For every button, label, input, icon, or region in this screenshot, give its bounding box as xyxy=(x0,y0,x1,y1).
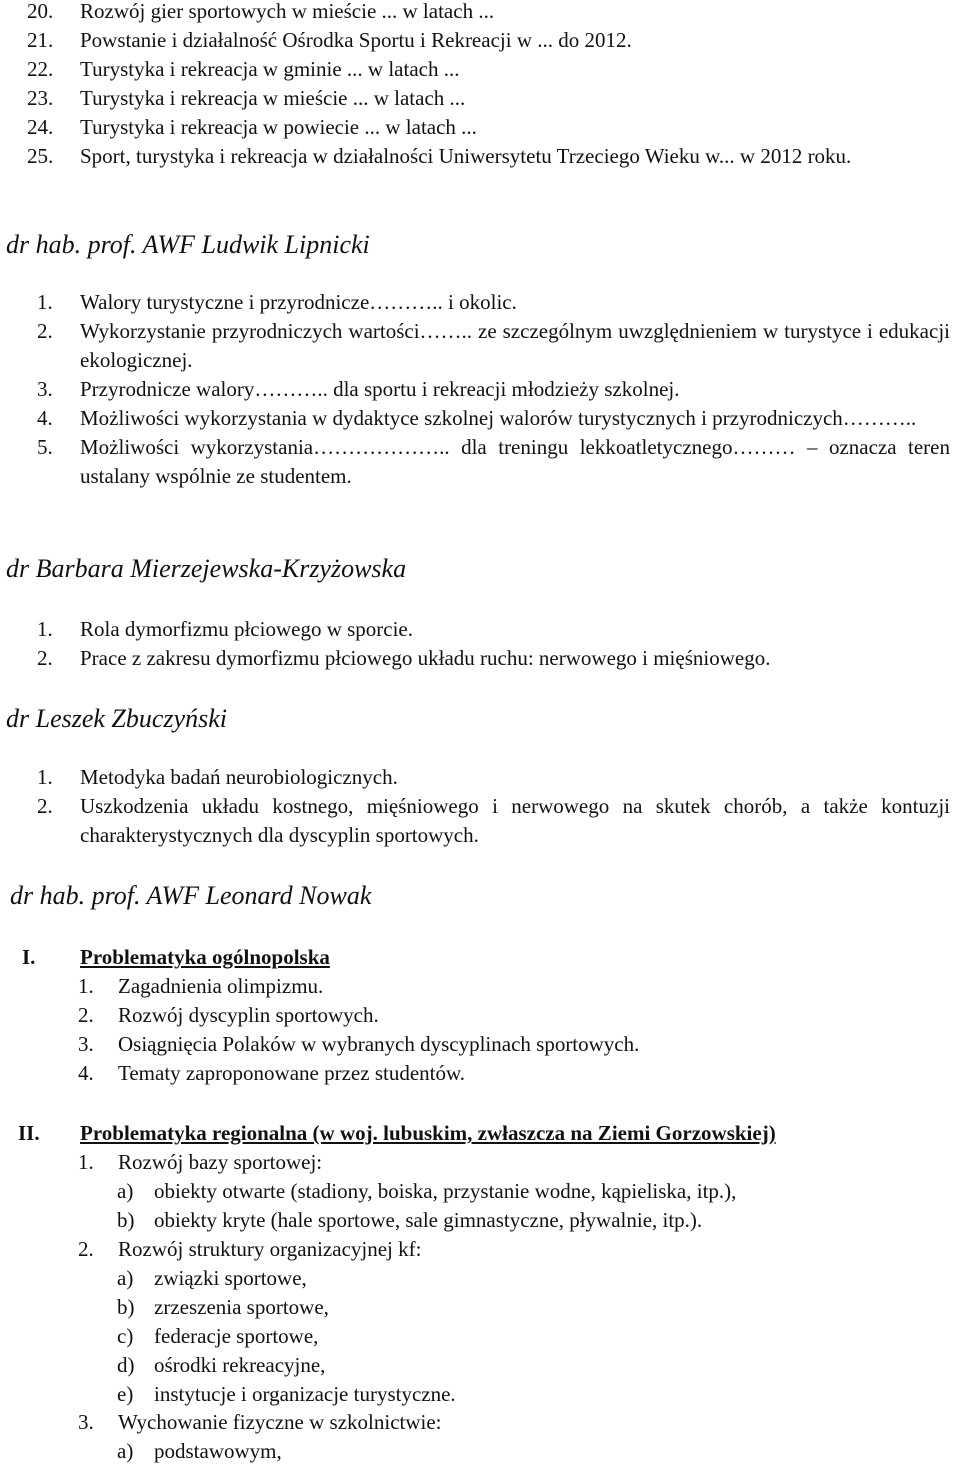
list-item: a) podstawowym, xyxy=(117,1439,282,1463)
list-item: 3. Przyrodnicze walory……….. dla sportu i rekreacji młodzieży szkolnej. xyxy=(37,377,680,401)
supervisor-name: dr Barbara Mierzejewska-Krzyżowska xyxy=(6,554,407,583)
list-item: b) obiekty kryte (hale sportowe, sale gimnastyczne, pływalnie, itp.). xyxy=(117,1208,703,1232)
list-item: 2. Prace z zakresu dymorfizmu płciowego układu ruchu: nerwowego i mięśniowego. xyxy=(37,646,771,670)
list-item: d) ośrodki rekreacyjne, xyxy=(117,1353,326,1377)
list-item: 1. Rozwój bazy sportowej: xyxy=(78,1150,323,1174)
topic-list xyxy=(0,972,950,1088)
list-item: 3. Wychowanie fizyczne w szkolnictwie: xyxy=(78,1410,442,1434)
list-item: b) zrzeszenia sportowe, xyxy=(117,1295,329,1319)
list-item: 4. Możliwości wykorzystania w dydaktyce szkolnej walorów turystycznych i przyrodniczych……….. xyxy=(37,406,917,430)
sub-list xyxy=(0,1437,950,1466)
list-item: e) instytucje i organizacje turystyczne. xyxy=(117,1382,456,1406)
list-item: 2. Rozwój struktury organizacyjnej kf: xyxy=(78,1237,422,1261)
list-item: 22. Turystyka i rekreacja w gminie ... w latach ... xyxy=(27,57,460,81)
sub-list xyxy=(0,1264,950,1409)
list-item: 2. Wykorzystanie przyrodniczych wartości…….. ze szczególnym uwzględnieniem w turystyce i edukacji ekologicznej. xyxy=(37,319,950,372)
topic-list xyxy=(0,763,950,850)
section-number: I. xyxy=(22,945,36,969)
topic-list xyxy=(0,1408,950,1437)
supervisor-name: dr hab. prof. AWF Ludwik Lipnicki xyxy=(6,230,370,259)
list-item: 21. Powstanie i działalność Ośrodka Sportu i Rekreacji w ... do 2012. xyxy=(27,28,632,52)
section-number: II. xyxy=(18,1121,40,1145)
list-item: 20. Rozwój gier sportowych w mieście ... w latach ... xyxy=(27,0,495,23)
topic-list xyxy=(0,1148,950,1177)
supervisor-name: dr Leszek Zbuczyński xyxy=(6,704,227,733)
topic-list-continued xyxy=(0,0,950,171)
list-item: 1. Rola dymorfizmu płciowego w sporcie. xyxy=(37,617,414,641)
section-title: Problematyka regionalna (w woj. lubuskim, zwłaszcza na Ziemi Gorzowskiej) xyxy=(80,1121,776,1145)
list-item: 5. Możliwości wykorzystania……………….. dla treningu lekkoatletycznego……… – oznacza teren ustalany wspólnie ze studentem. xyxy=(37,435,950,488)
list-item: c) federacje sportowe, xyxy=(117,1324,319,1348)
list-item: 2. Rozwój dyscyplin sportowych. xyxy=(78,1003,379,1027)
list-item: 1. Zagadnienia olimpizmu. xyxy=(78,974,324,998)
section-title: Problematyka ogólnopolska xyxy=(80,945,330,969)
list-item: 25. Sport, turystyka i rekreacja w działalności Uniwersytetu Trzeciego Wieku w... w 2012 roku. xyxy=(27,144,852,168)
list-item: 24. Turystyka i rekreacja w powiecie ... w latach ... xyxy=(27,115,477,139)
list-item: 1. Walory turystyczne i przyrodnicze……….. i okolic. xyxy=(37,290,517,314)
supervisor-name: dr hab. prof. AWF Leonard Nowak xyxy=(10,881,372,910)
sub-list xyxy=(0,1177,950,1235)
list-item: 2. Uszkodzenia układu kostnego, mięśniowego i nerwowego na skutek chorób, a także kontuzji charakterystycznych dla dyscyplin sportowych. xyxy=(37,794,950,847)
list-item: a) obiekty otwarte (stadiony, boiska, przystanie wodne, kąpieliska, itp.), xyxy=(117,1179,737,1203)
topic-list xyxy=(0,288,950,491)
topic-list xyxy=(0,615,950,673)
list-item: 3. Osiągnięcia Polaków w wybranych dyscyplinach sportowych. xyxy=(78,1032,640,1056)
topic-list xyxy=(0,1235,950,1264)
list-item: 23. Turystyka i rekreacja w mieście ... w latach ... xyxy=(27,86,466,110)
list-item: 4. Tematy zaproponowane przez studentów. xyxy=(78,1061,466,1085)
list-item: 1. Metodyka badań neurobiologicznych. xyxy=(37,765,398,789)
list-item: a) związki sportowe, xyxy=(117,1266,307,1290)
